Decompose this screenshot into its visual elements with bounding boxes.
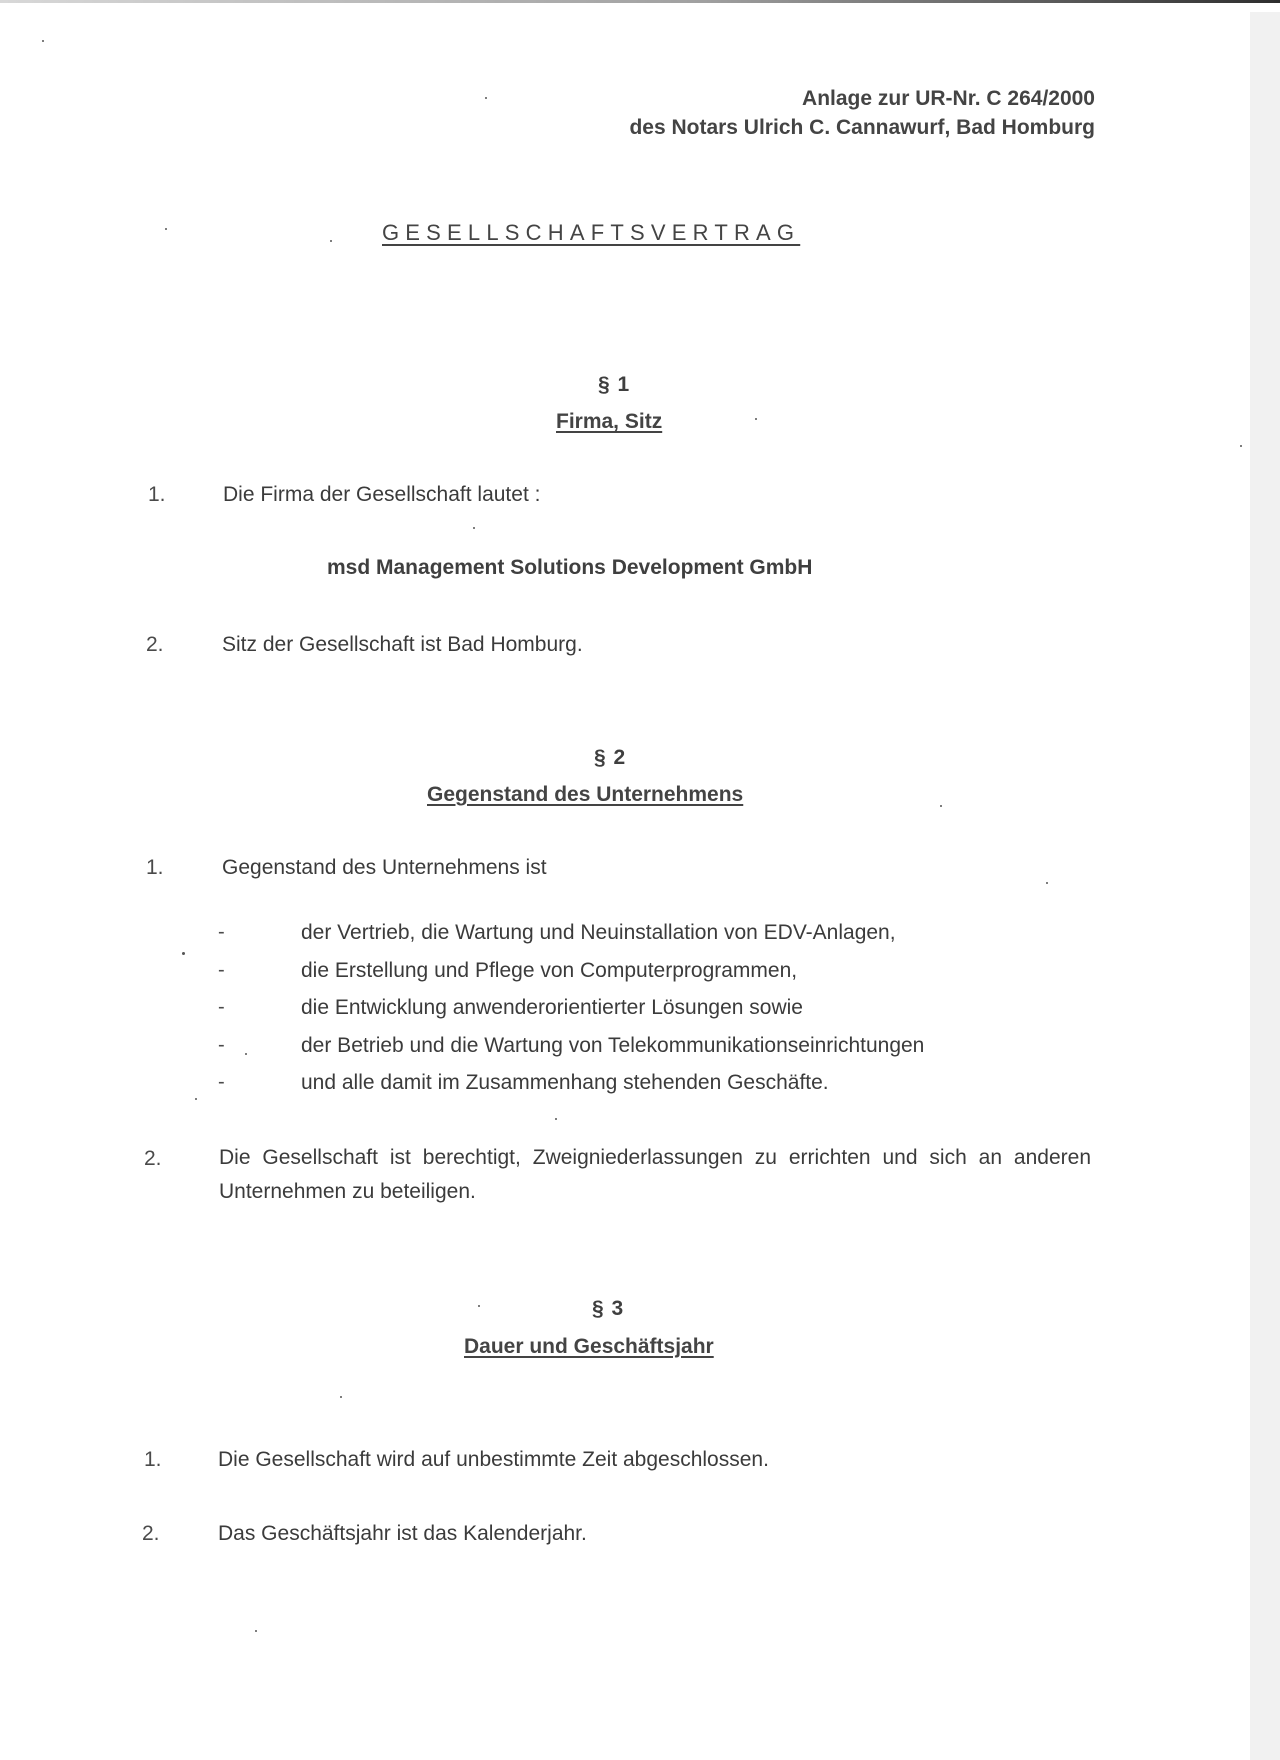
notary-header xyxy=(629,84,1095,142)
bullet-dash: - xyxy=(218,1034,225,1056)
section-1-item-1-text: Die Firma der Gesellschaft lautet : xyxy=(223,483,541,506)
section-3-number: § 3 xyxy=(592,1297,625,1320)
bullet-item: der Vertrieb, die Wartung und Neuinstallation von EDV-Anlagen, xyxy=(301,921,896,944)
scan-speck xyxy=(182,952,185,955)
scan-right-margin xyxy=(1250,12,1280,1760)
bullet-item: die Erstellung und Pflege von Computerprogrammen, xyxy=(301,959,798,982)
scan-speck xyxy=(1240,445,1242,447)
bullet-dash: - xyxy=(218,921,225,943)
scan-speck xyxy=(473,527,475,529)
bullet-dash: - xyxy=(218,959,225,981)
section-1-item-2-text: Sitz der Gesellschaft ist Bad Homburg. xyxy=(222,633,583,656)
section-2-heading: Gegenstand des Unternehmens xyxy=(427,783,744,806)
bullet-item: die Entwicklung anwenderorientierter Lösungen sowie xyxy=(301,996,803,1019)
bullet-item: der Betrieb und die Wartung von Telekommunikationseinrichtungen xyxy=(301,1034,925,1057)
bullet-dash: - xyxy=(218,1071,225,1093)
section-3-item-1-number: 1. xyxy=(144,1448,162,1471)
section-2-item-1-number: 1. xyxy=(146,856,164,879)
scan-speck xyxy=(555,1118,557,1120)
scan-speck xyxy=(1046,882,1048,884)
scan-speck xyxy=(165,228,167,230)
bullet-item: und alle damit im Zusammenhang stehenden Geschäfte. xyxy=(301,1071,829,1094)
scan-speck xyxy=(245,1053,247,1055)
header-line-2: des Notars Ulrich C. Cannawurf, Bad Homburg xyxy=(629,116,1095,139)
bullet-dash: - xyxy=(218,996,225,1018)
document-title: GESELLSCHAFTSVERTRAG xyxy=(382,220,801,245)
section-3-item-1-text: Die Gesellschaft wird auf unbestimmte Zeit abgeschlossen. xyxy=(218,1448,769,1471)
scan-speck xyxy=(42,40,44,42)
section-3-item-2-text: Das Geschäftsjahr ist das Kalenderjahr. xyxy=(218,1522,587,1545)
scan-top-edge xyxy=(0,0,1280,3)
scan-speck xyxy=(340,1396,342,1398)
section-2-item-2-number: 2. xyxy=(144,1147,162,1170)
scan-speck xyxy=(755,418,757,420)
section-2-item-1-text: Gegenstand des Unternehmens ist xyxy=(222,856,547,879)
scan-speck xyxy=(485,97,487,99)
section-2-item-2-text: Die Gesellschaft ist berechtigt, Zweigniederlassungen zu errichten und sich an anderen Unternehmen zu beteiligen. xyxy=(219,1146,1091,1203)
section-2-number: § 2 xyxy=(594,746,627,769)
section-3-heading: Dauer und Geschäftsjahr xyxy=(464,1335,714,1358)
section-3-item-2-number: 2. xyxy=(142,1522,160,1545)
header-line-1: Anlage zur UR-Nr. C 264/2000 xyxy=(802,87,1095,110)
section-1-item-2-number: 2. xyxy=(146,633,164,656)
scan-speck xyxy=(330,240,332,242)
scan-speck xyxy=(195,1098,197,1100)
section-1-heading: Firma, Sitz xyxy=(556,410,663,433)
company-name: msd Management Solutions Development GmbH xyxy=(327,556,813,579)
scan-speck xyxy=(478,1305,480,1307)
section-1-number: § 1 xyxy=(598,373,631,396)
scan-speck xyxy=(255,1630,257,1632)
scan-speck xyxy=(940,805,942,807)
section-1-item-1-number: 1. xyxy=(148,483,166,506)
